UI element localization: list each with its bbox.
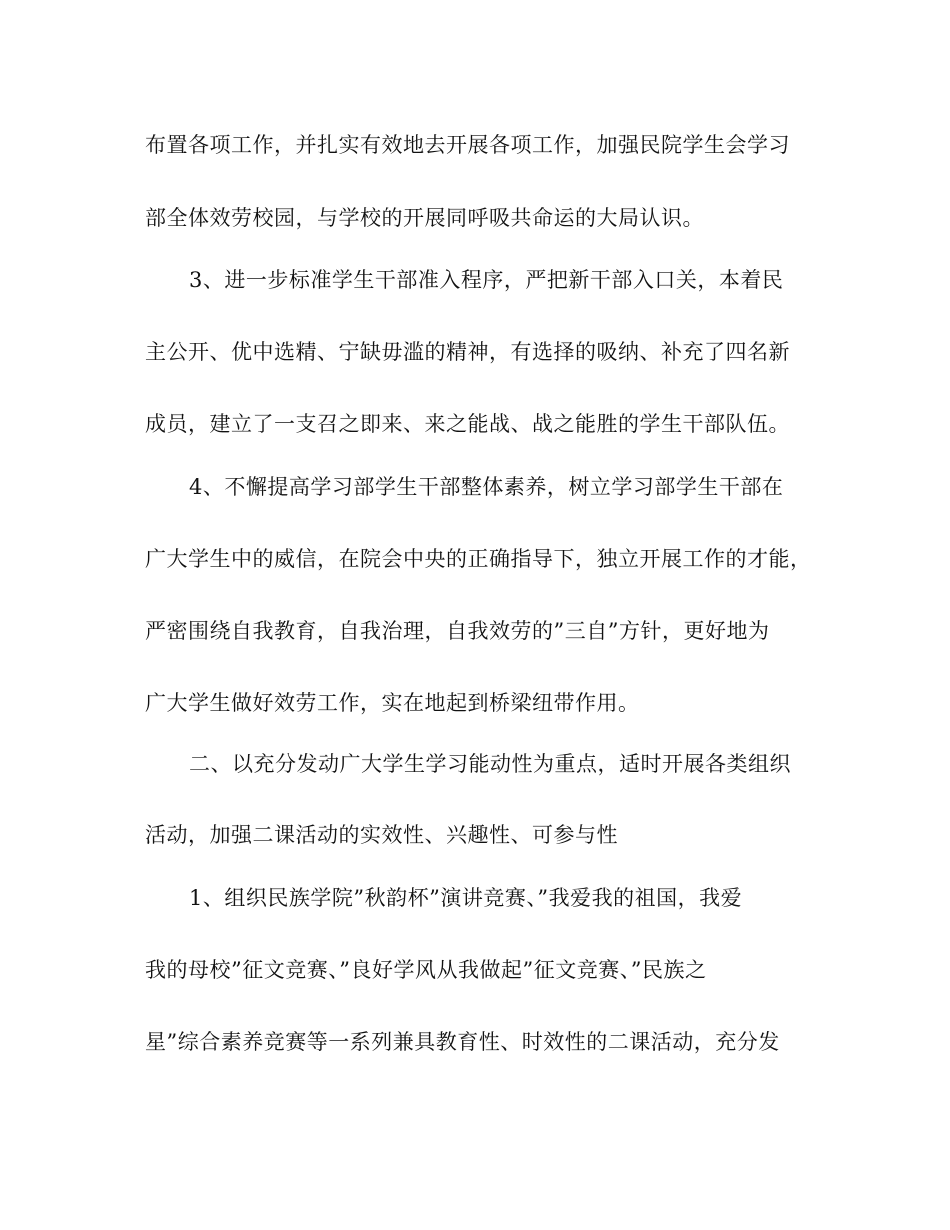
text-line: 严密围绕自我教育，自我治理，自我效劳的”三自”方针，更好地为 [145,619,770,643]
text-line: 布置各项工作，并扎实有效地去开展各项工作，加强民院学生会学习 [145,133,790,157]
section-heading-line: 二、以充分发动广大学生学习能动性为重点，适时开展各类组织 [189,752,791,776]
paragraph-line: 4、不懈提高学习部学生干部整体素养，树立学习部学生干部在 [189,475,784,499]
text-line: 我的母校”征文竞赛、”良好学风从我做起”征文竞赛、”民族之 [145,958,707,982]
text-line: 部全体效劳校园，与学校的开展同呼吸共命运的大局认识。 [145,206,704,230]
paragraph-line: 1、组织民族学院”秋韵杯”演讲竞赛、”我爱我的祖国，我爱 [189,886,743,910]
text-line: 广大学生做好效劳工作，实在地起到桥梁纽带作用。 [145,691,640,715]
paragraph-line: 3、进一步标准学生干部准入程序，严把新干部入口关，本着民 [189,268,784,292]
text-line: 星”综合素养竞赛等一系列兼具教育性、时效性的二课活动，充分发 [145,1030,780,1054]
section-heading-line: 活动，加强二课活动的实效性、兴趣性、可参与性 [145,823,618,847]
text-line: 成员，建立了一支召之即来、来之能战、战之能胜的学生干部队伍。 [145,412,790,436]
text-line: 广大学生中的威信，在院会中央的正确指导下，独立开展工作的才能， [145,547,812,571]
text-line: 主公开、优中选精、宁缺毋滥的精神，有选择的吸纳、补充了四名新 [145,340,790,364]
